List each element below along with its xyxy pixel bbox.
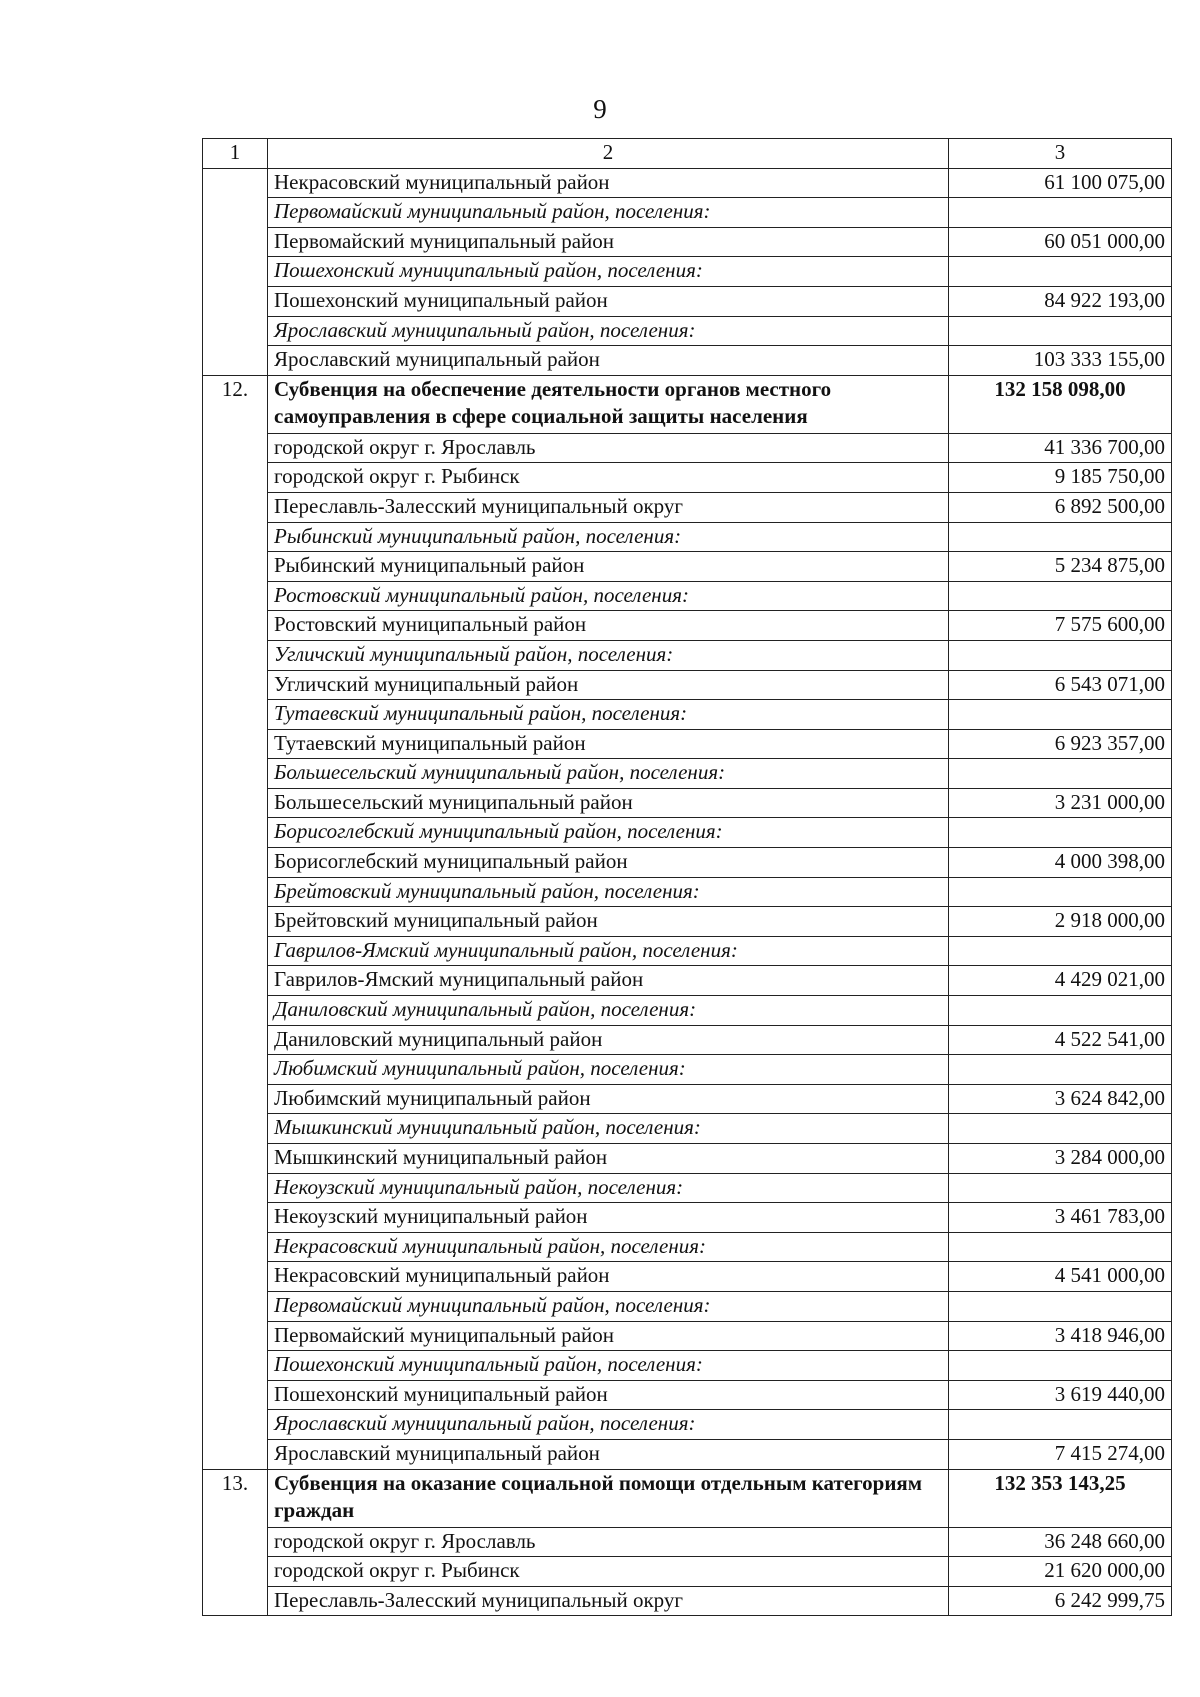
table-row [203,966,1172,996]
row-name: Угличский муниципальный район [268,670,949,700]
row-name: Большесельский муниципальный район [268,788,949,818]
header-col-1: 1 [203,139,268,169]
row-amount [949,1291,1172,1321]
row-name: Первомайский муниципальный район, поселения: [268,1291,949,1321]
row-name: Даниловский муниципальный район [268,1025,949,1055]
row-amount: 132 353 143,25 [949,1469,1172,1527]
table-row [203,788,1172,818]
row-name: Некоузский муниципальный район [268,1203,949,1233]
row-name: Некрасовский муниципальный район [268,1262,949,1292]
row-amount: 9 185 750,00 [949,463,1172,493]
page-number: 9 [593,94,607,124]
table-row [203,552,1172,582]
row-number [203,552,268,582]
subheading-row [203,936,1172,966]
subheading-row [203,198,1172,228]
row-amount [949,1173,1172,1203]
row-amount: 5 234 875,00 [949,552,1172,582]
row-name: Большесельский муниципальный район, поселения: [268,759,949,789]
row-number [203,700,268,730]
table-row [203,168,1172,198]
table-row [203,1262,1172,1292]
row-amount: 41 336 700,00 [949,433,1172,463]
row-name: Некрасовский муниципальный район [268,168,949,198]
subvention-table [202,138,1172,1616]
row-amount [949,1410,1172,1440]
section-row [203,1469,1172,1527]
row-number [203,1527,268,1557]
row-amount: 3 619 440,00 [949,1380,1172,1410]
table-row [203,907,1172,937]
row-number [203,1586,268,1616]
row-number [203,818,268,848]
row-name: Первомайский муниципальный район, поселения: [268,198,949,228]
row-number [203,581,268,611]
row-number [203,1203,268,1233]
row-name: городской округ г. Рыбинск [268,463,949,493]
table-row [203,492,1172,522]
subheading-row [203,1232,1172,1262]
row-number [203,463,268,493]
row-name: городской округ г. Рыбинск [268,1557,949,1587]
row-amount [949,818,1172,848]
row-amount: 3 418 946,00 [949,1321,1172,1351]
row-amount: 3 461 783,00 [949,1203,1172,1233]
table-header-row [203,139,1172,169]
row-number [203,198,268,228]
row-amount: 3 284 000,00 [949,1144,1172,1174]
table-row [203,670,1172,700]
row-name: Переславль-Залесский муниципальный округ [268,1586,949,1616]
row-name: Любимский муниципальный район [268,1084,949,1114]
subheading-row [203,522,1172,552]
row-name: Некоузский муниципальный район, поселения: [268,1173,949,1203]
row-amount: 60 051 000,00 [949,227,1172,257]
row-number [203,1055,268,1085]
table-row [203,848,1172,878]
row-number: 13. [203,1469,268,1527]
row-amount: 6 543 071,00 [949,670,1172,700]
row-number [203,1380,268,1410]
header-col-3: 3 [949,139,1172,169]
row-name: Брейтовский муниципальный район, поселения: [268,877,949,907]
row-name: городской округ г. Ярославль [268,433,949,463]
row-amount: 6 923 357,00 [949,729,1172,759]
row-number [203,346,268,376]
row-name: Первомайский муниципальный район [268,227,949,257]
row-number [203,227,268,257]
subheading-row [203,1410,1172,1440]
subheading-row [203,996,1172,1026]
subheading-row [203,1055,1172,1085]
table-row [203,611,1172,641]
row-amount [949,1351,1172,1381]
header-col-2: 2 [268,139,949,169]
row-amount [949,1114,1172,1144]
row-number [203,1173,268,1203]
row-name: Любимский муниципальный район, поселения: [268,1055,949,1085]
row-name: Рыбинский муниципальный район [268,552,949,582]
row-number [203,759,268,789]
row-name: Субвенция на обеспечение деятельности органов местного самоуправления в сфере социальной защиты населения [268,375,949,433]
row-name: Тутаевский муниципальный район [268,729,949,759]
subheading-row [203,257,1172,287]
subheading-row [203,700,1172,730]
row-amount [949,759,1172,789]
row-number [203,433,268,463]
row-name: Ярославский муниципальный район [268,346,949,376]
table-row [203,463,1172,493]
row-number [203,1144,268,1174]
row-amount: 84 922 193,00 [949,286,1172,316]
row-amount: 7 575 600,00 [949,611,1172,641]
row-name: Мышкинский муниципальный район [268,1144,949,1174]
row-amount: 6 242 999,75 [949,1586,1172,1616]
row-name: Некрасовский муниципальный район, поселения: [268,1232,949,1262]
row-amount [949,996,1172,1026]
row-number [203,522,268,552]
row-amount: 6 892 500,00 [949,492,1172,522]
row-number [203,1321,268,1351]
row-amount: 4 429 021,00 [949,966,1172,996]
subheading-row [203,640,1172,670]
row-number [203,1262,268,1292]
row-name: Даниловский муниципальный район, поселения: [268,996,949,1026]
row-amount [949,522,1172,552]
row-amount: 36 248 660,00 [949,1527,1172,1557]
table-row [203,227,1172,257]
subheading-row [203,818,1172,848]
table-row [203,1557,1172,1587]
row-number [203,907,268,937]
row-number [203,1439,268,1469]
row-amount [949,640,1172,670]
subheading-row [203,1173,1172,1203]
row-name: Переславль-Залесский муниципальный округ [268,492,949,522]
row-number [203,640,268,670]
row-name: Пошехонский муниципальный район [268,1380,949,1410]
row-number [203,168,268,198]
subheading-row [203,581,1172,611]
row-number [203,936,268,966]
row-amount [949,1055,1172,1085]
row-amount [949,581,1172,611]
table-row [203,1203,1172,1233]
table-row [203,1586,1172,1616]
table-row [203,729,1172,759]
row-name: Борисоглебский муниципальный район [268,848,949,878]
table-row [203,1439,1172,1469]
row-amount: 103 333 155,00 [949,346,1172,376]
row-number [203,966,268,996]
row-name: Пошехонский муниципальный район, поселения: [268,257,949,287]
row-number [203,1410,268,1440]
row-number [203,670,268,700]
row-amount [949,877,1172,907]
row-name: Гаврилов-Ямский муниципальный район [268,966,949,996]
row-amount: 3 624 842,00 [949,1084,1172,1114]
row-number [203,1557,268,1587]
row-number [203,286,268,316]
table-row [203,346,1172,376]
row-amount [949,936,1172,966]
row-amount: 21 620 000,00 [949,1557,1172,1587]
table-row [203,1527,1172,1557]
row-name: Брейтовский муниципальный район [268,907,949,937]
row-name: Первомайский муниципальный район [268,1321,949,1351]
row-name: Субвенция на оказание социальной помощи отдельным категориям граждан [268,1469,949,1527]
row-name: Ростовский муниципальный район, поселения: [268,581,949,611]
row-number [203,492,268,522]
row-name: Пошехонский муниципальный район [268,286,949,316]
row-name: Мышкинский муниципальный район, поселения: [268,1114,949,1144]
row-name: Рыбинский муниципальный район, поселения: [268,522,949,552]
row-amount: 7 415 274,00 [949,1439,1172,1469]
row-name: Тутаевский муниципальный район, поселения: [268,700,949,730]
row-amount: 4 000 398,00 [949,848,1172,878]
table-row [203,1380,1172,1410]
row-name: Пошехонский муниципальный район, поселения: [268,1351,949,1381]
row-name: Борисоглебский муниципальный район, поселения: [268,818,949,848]
table-row [203,1084,1172,1114]
table-row [203,1321,1172,1351]
row-number [203,1114,268,1144]
row-amount: 61 100 075,00 [949,168,1172,198]
section-row [203,375,1172,433]
table-row [203,1144,1172,1174]
row-number [203,1291,268,1321]
row-number [203,1232,268,1262]
subheading-row [203,877,1172,907]
row-name: Ростовский муниципальный район [268,611,949,641]
row-amount: 2 918 000,00 [949,907,1172,937]
row-number: 12. [203,375,268,433]
row-amount [949,198,1172,228]
row-number [203,1025,268,1055]
row-amount: 4 541 000,00 [949,1262,1172,1292]
row-number [203,996,268,1026]
row-number [203,848,268,878]
row-name: Гаврилов-Ямский муниципальный район, поселения: [268,936,949,966]
row-amount [949,316,1172,346]
row-name: Ярославский муниципальный район [268,1439,949,1469]
row-number [203,1084,268,1114]
subheading-row [203,1114,1172,1144]
row-amount: 132 158 098,00 [949,375,1172,433]
subheading-row [203,1351,1172,1381]
row-name: городской округ г. Ярославль [268,1527,949,1557]
row-number [203,257,268,287]
table-row [203,286,1172,316]
row-number [203,611,268,641]
row-amount: 3 231 000,00 [949,788,1172,818]
row-name: Ярославский муниципальный район, поселения: [268,316,949,346]
row-number [203,788,268,818]
row-number [203,877,268,907]
subheading-row [203,1291,1172,1321]
row-amount [949,1232,1172,1262]
row-number [203,316,268,346]
table-row [203,433,1172,463]
row-name: Угличский муниципальный район, поселения: [268,640,949,670]
row-number [203,1351,268,1381]
subheading-row [203,316,1172,346]
row-amount [949,700,1172,730]
row-amount: 4 522 541,00 [949,1025,1172,1055]
table-row [203,1025,1172,1055]
row-name: Ярославский муниципальный район, поселения: [268,1410,949,1440]
row-number [203,729,268,759]
row-amount [949,257,1172,287]
subheading-row [203,759,1172,789]
